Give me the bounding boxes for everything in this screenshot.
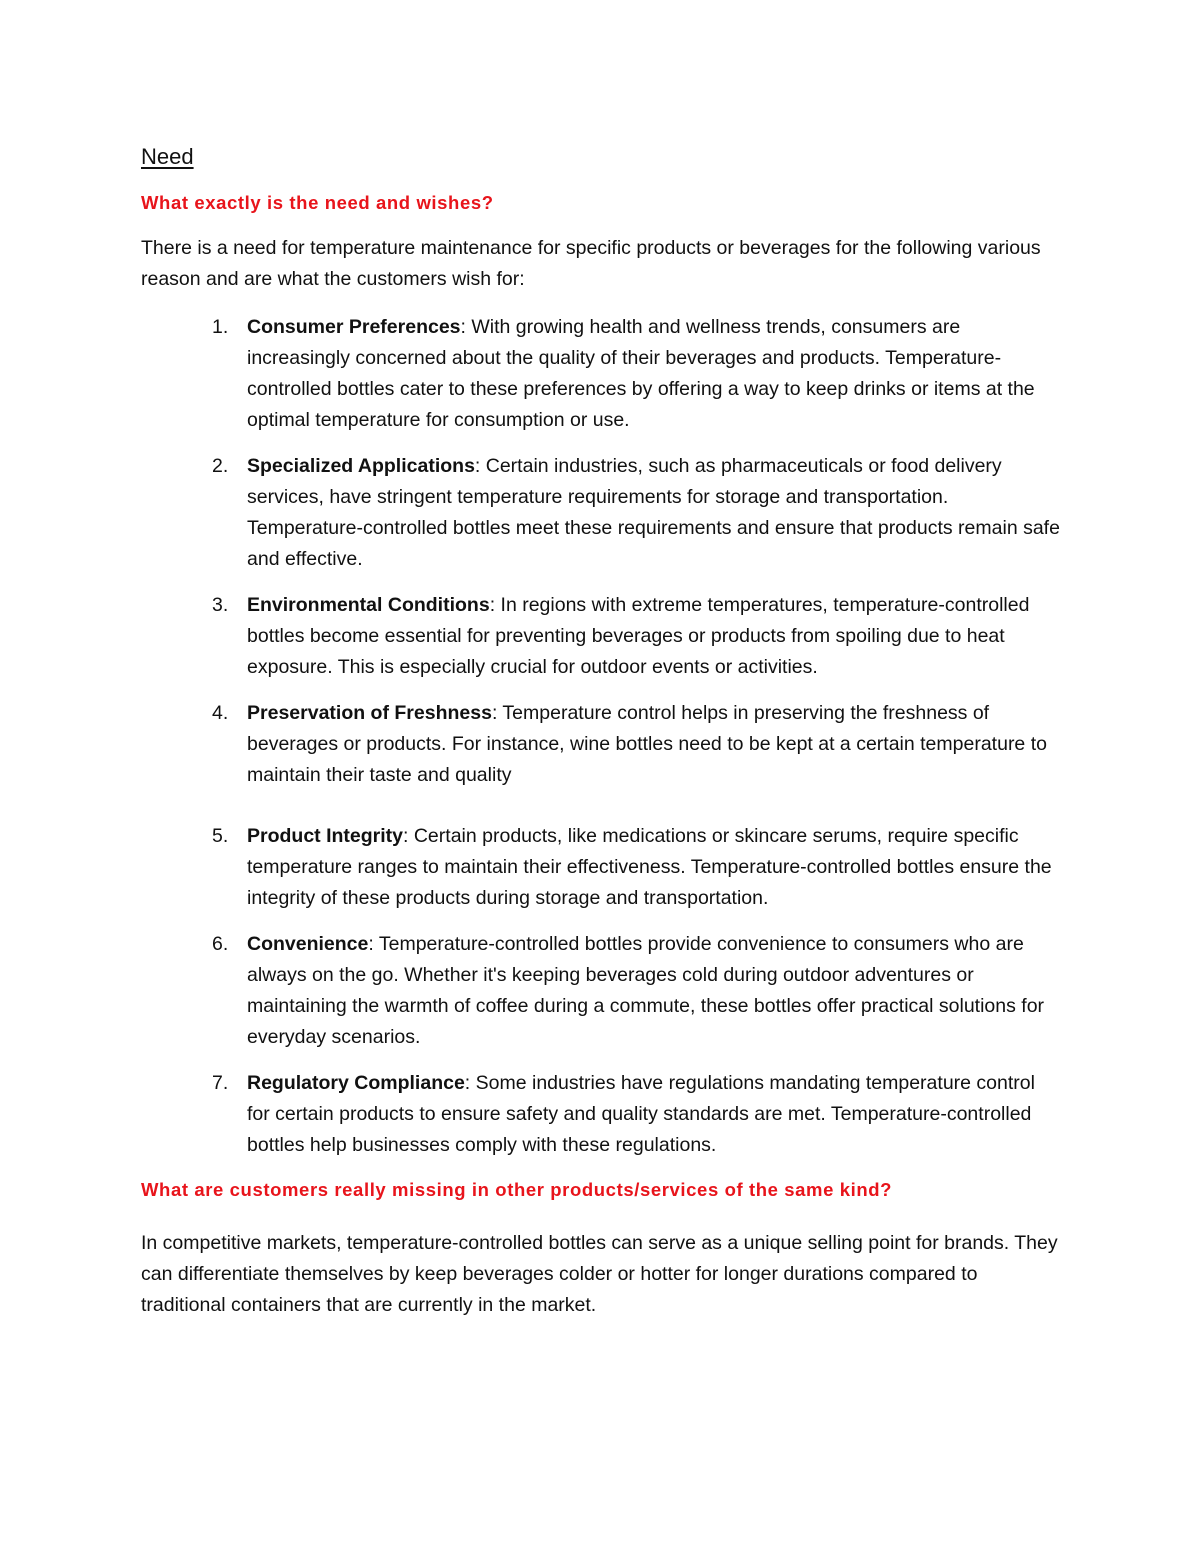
list-item-number: 7.: [212, 1072, 229, 1094]
question-heading-missing: What are customers really missing in other products/services of the same kind?: [141, 1179, 893, 1200]
intro-paragraph: There is a need for temperature maintenance for specific products or beverages for the following various reason and are what the customers wish for:: [141, 237, 1041, 290]
list-item-text: : With growing health and wellness trends, consumers are increasingly concerned about the quality of their beverages and products. Temperature-controlled bottles cater to these preferences by offering a way to keep drinks or items at the optimal temperature for consumption or use.: [247, 316, 1035, 431]
list-item-number: 4.: [212, 702, 229, 724]
list-item-term: Specialized Applications: [247, 455, 475, 477]
list-item-number: 1.: [212, 316, 229, 338]
list-item-text: : Some industries have regulations mandating temperature control for certain products to ensure safety and quality standards are met. Temperature-controlled bottles help businesses comply with these regulations.: [247, 1072, 1035, 1156]
list-item-term: Product Integrity: [247, 825, 404, 847]
list-item: [141, 312, 1061, 436]
list-item-text: : In regions with extreme temperatures, temperature-controlled bottles become essential for preventing beverages or products from spoiling due to heat exposure. This is especially crucial for outdoor events or activities.: [247, 594, 1030, 678]
page-title: Need: [141, 144, 194, 169]
list-item: [141, 1068, 1061, 1161]
list-item-text: : Certain products, like medications or skincare serums, require specific temperature ranges to maintain their effectiveness. Temperature-controlled bottles ensure the integrity of these products during storage and transportation.: [247, 825, 1052, 909]
reasons-list: [141, 312, 1061, 1161]
list-item-number: 3.: [212, 594, 229, 616]
list-item: [141, 929, 1061, 1053]
list-item-term: Environmental Conditions: [247, 594, 490, 616]
list-item-term: Regulatory Compliance: [247, 1072, 465, 1094]
list-item-term: Consumer Preferences: [247, 316, 461, 338]
list-item: [141, 590, 1061, 683]
list-item-term: Convenience: [247, 933, 369, 955]
list-item-number: 5.: [212, 825, 229, 847]
list-item-text: : Temperature-controlled bottles provide convenience to consumers who are always on the go. Whether it's keeping beverages cold during outdoor adventures or maintaining the warmth of coffee during a commute, these bottles offer practical solutions for everyday scenarios.: [247, 933, 1045, 1048]
question-heading-need: What exactly is the need and wishes?: [141, 192, 494, 213]
closing-paragraph: In competitive markets, temperature-controlled bottles can serve as a unique selling point for brands. They can differentiate themselves by keep beverages colder or hotter for longer durations compared to traditional containers that are currently in the market.: [141, 1232, 1058, 1316]
list-item-text: : Certain industries, such as pharmaceuticals or food delivery services, have stringent temperature requirements for storage and transportation. Temperature-controlled bottles meet these requirements and ensure that products remain safe and effective.: [247, 455, 1060, 570]
list-item-number: 2.: [212, 455, 229, 477]
list-item-text: : Temperature control helps in preserving the freshness of beverages or products. For instance, wine bottles need to be kept at a certain temperature to maintain their taste and quality: [247, 702, 1047, 786]
list-item: [141, 451, 1061, 575]
list-item-number: 6.: [212, 933, 229, 955]
list-item: [141, 698, 1061, 791]
document-page: [141, 140, 1061, 1338]
list-item-term: Preservation of Freshness: [247, 702, 492, 724]
list-item: [141, 821, 1061, 914]
